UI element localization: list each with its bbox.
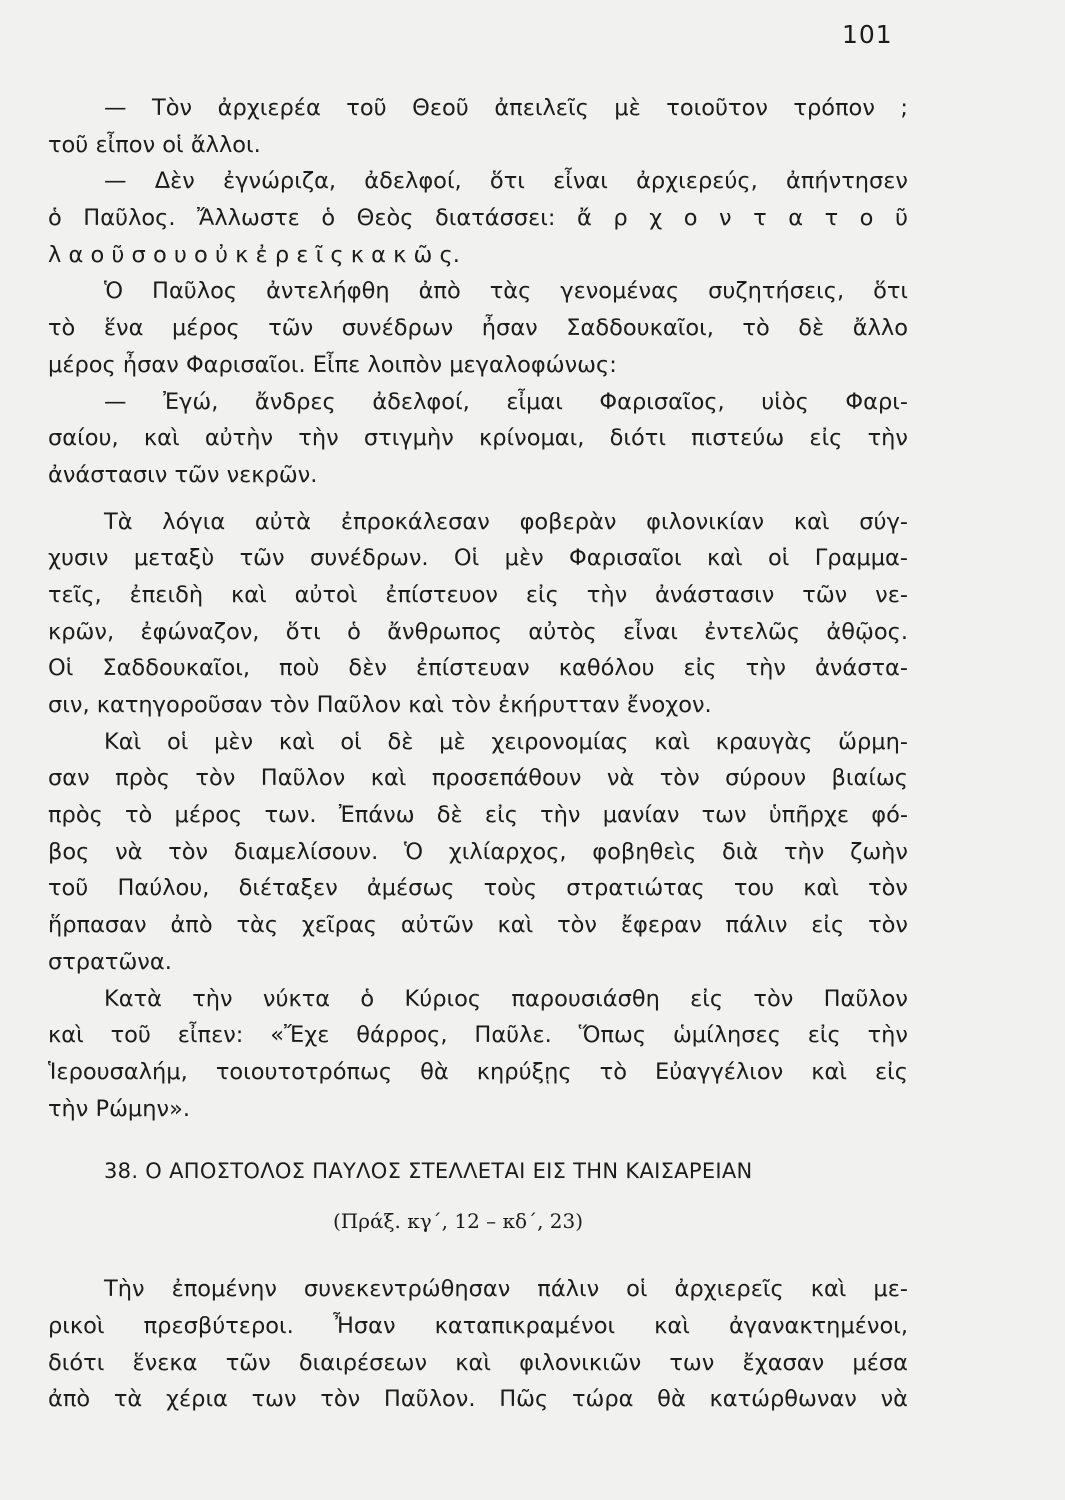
text-line: ἥρπασαν ἀπὸ τὰς χεῖρας αὐτῶν καὶ τὸν ἔφεραν πάλιν εἰς τὸν [48, 912, 908, 939]
page-number: 101 [842, 20, 893, 49]
text-line: κρῶν, ἐφώναζον, ὅτι ὁ ἄνθρωπος αὐτὸς εἶναι ἐντελῶς ἀθῷος. [48, 618, 908, 645]
body-text [48, 90, 908, 1418]
text-line: τοῦ εἶπον οἱ ἄλλοι. [48, 131, 261, 158]
text-line: τεῖς, ἐπειδὴ καὶ αὐτοὶ ἐπίστευον εἰς τὴν ἀνάστασιν τῶν νε- [48, 581, 908, 608]
text-line: ἀνάστασιν τῶν νεκρῶν. [48, 461, 318, 488]
text-line: σιν, κατηγοροῦσαν τὸν Παῦλον καὶ τὸν ἐκήρυτταν ἔνοχον. [48, 692, 712, 718]
text-line: τὴν Ρώμην». [48, 1095, 190, 1122]
text-line: Ἱερουσαλήμ, τοιουτοτρόπως θὰ κηρύξῃς τὸ Εὐαγγέλιον καὶ εἰς [48, 1058, 908, 1085]
text-line: ἀπὸ τὰ χέρια των τὸν Παῦλον. Πῶς τώρα θὰ κατώρθωναν νὰ [48, 1386, 908, 1413]
text-line: Καὶ οἱ μὲν καὶ οἱ δὲ μὲ χειρονομίας καὶ κραυγὰς ὥρμη- [104, 728, 908, 755]
scripture-reference: (Πράξ. κγ΄, 12 – κδ΄, 23) [332, 1209, 584, 1234]
text-line: Τὰ λόγια αὐτὰ ἐπροκάλεσαν φοβερὰν φιλονικίαν καὶ σύγ- [104, 508, 908, 535]
text-line: τοῦ Παύλου, διέταξεν ἀμέσως τοὺς στρατιώτας του καὶ τὸν [48, 875, 908, 902]
text-line: Ὁ Παῦλος ἀντελήφθη ἀπὸ τὰς γενομένας συζητήσεις, ὅτι [104, 278, 908, 305]
text-line: — Τὸν ἀρχιερέα τοῦ Θεοῦ ἀπειλεῖς μὲ τοιοῦτον τρόπον ; [104, 95, 908, 121]
text-line: ρικοὶ πρεσβύτεροι. Ἦσαν καταπικραμένοι καὶ ἀγανακτημένοι, [48, 1312, 908, 1339]
text-line: τὸ ἕνα μέρος τῶν συνέδρων ἦσαν Σαδδουκαῖοι, τὸ δὲ ἄλλο [48, 315, 908, 342]
paragraph-group-c [48, 1271, 908, 1418]
text-line: σαν πρὸς τὸν Παῦλον καὶ προσεπάθουν νὰ τὸν σύρουν βιαίως [48, 765, 908, 792]
paragraph-group-b [48, 504, 908, 1128]
text-line: διότι ἕνεκα τῶν διαιρέσεων καὶ φιλονικιῶν των ἔχασαν μέσα [48, 1349, 908, 1376]
text-line: — Δὲν ἐγνώριζα, ἀδελφοί, ὅτι εἶναι ἀρχιερεύς, ἀπήντησεν [104, 168, 908, 195]
text-line: βος νὰ τὸν διαμελίσουν. Ὁ χιλίαρχος, φοβηθεὶς διὰ τὴν ζωὴν [48, 838, 908, 865]
section-heading: 38. Ο ΑΠΟΣΤΟΛΟΣ ΠΑΥΛΟΣ ΣΤΕΛΛΕΤΑΙ ΕΙΣ ΤΗΝ ΚΑΙΣΑΡΕΙΑΝ [104, 1159, 753, 1184]
text-line: Κατὰ τὴν νύκτα ὁ Κύριος παρουσιάσθη εἰς τὸν Παῦλον [104, 985, 908, 1012]
text-line: Τὴν ἐπομένην συνεκεντρώθησαν πάλιν οἱ ἀρχιερεῖς καὶ με- [104, 1276, 908, 1303]
text-line: σαίου, καὶ αὐτὴν τὴν στιγμὴν κρίνομαι, διότι πιστεύω εἰς τὴν [48, 425, 908, 452]
text-line: ὁ Παῦλος. Ἄλλωστε ὁ Θεὸς διατάσσει: ἄ ρ χ ο ν τ α τ ο ῦ [48, 205, 908, 232]
text-line: Οἱ Σαδδουκαῖοι, ποὺ δὲν ἐπίστευαν καθόλου εἰς τὴν ἀνάστα- [48, 655, 908, 682]
text-line: — Ἐγώ, ἄνδρες ἀδελφοί, εἶμαι Φαρισαῖος, υἱὸς Φαρι- [104, 388, 908, 415]
text-line: μέρος ἦσαν Φαρισαῖοι. Εἶπε λοιπὸν μεγαλοφώνως: [48, 351, 617, 378]
text-line: στρατῶνα. [48, 948, 172, 975]
text-line: λ α ο ῦ σ ο υ ο ὐ κ ἐ ρ ε ῖ ς κ α κ ῶ ς. [48, 241, 460, 268]
text-line: πρὸς τὸ μέρος των. Ἐπάνω δὲ εἰς τὴν μανίαν των ὑπῆρχε φό- [48, 802, 908, 829]
text-line: καὶ τοῦ εἶπεν: «Ἔχε θάρρος, Παῦλε. Ὅπως ὡμίλησες εἰς τὴν [48, 1022, 908, 1049]
text-line: χυσιν μεταξὺ τῶν συνέδρων. Οἱ μὲν Φαρισαῖοι καὶ οἱ Γραμμα- [48, 545, 908, 572]
paragraph-group-a [48, 90, 908, 494]
